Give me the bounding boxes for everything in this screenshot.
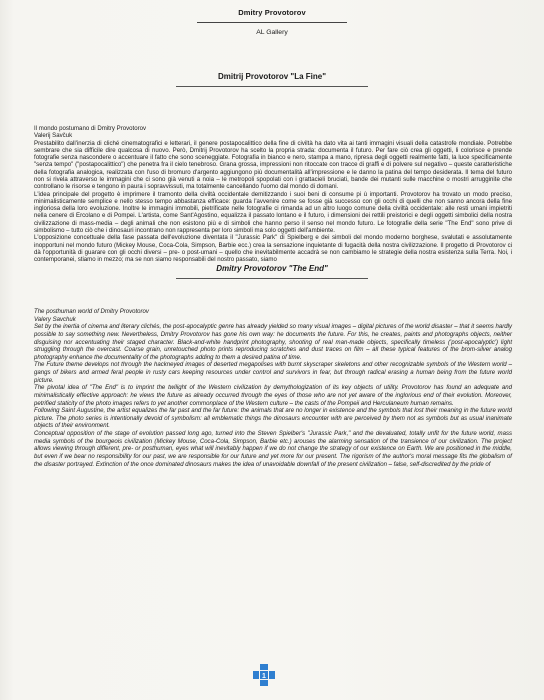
english-paragraph: Set by the inertia of cinema and literary clichés, the post-apocalyptic genre has already yielded so many visual images – digital pictures of the world disaster – that it seems hardly possible to say something new. Nevertheless, Dmitry Provotorov has gone his own way: he documents the future. For this, he creates, paints and photographs objects, neither disguising nor accentuating their staged character. Black-and-white handprint photography, shooting of real man-made objects, specifically timeless ('post-apocalyptic') light struggling through the overcast. Coarse grain, unretouched photo prints reproducing scratches and dust traces on film – all these typical features of the brom-silver analog photography enhance the documentality of the photographs adding to them a desired patina of time. xyxy=(34,324,512,361)
english-paragraph: The Future theme develops not through the hackneyed images of deserted megapolises with burnt skyscraper skeletons and other recognizable symbols of the Western world – gangs of bikers and armed feral people in rusty cars keeping resources under control and survivors in fear, but through radical erasing a human being from the future world picture. xyxy=(34,362,512,384)
english-byline: Valery Savchuk xyxy=(34,316,76,323)
page-number: 1 xyxy=(262,673,266,680)
author-name: Dmitry Provotorov xyxy=(238,8,306,17)
gallery-name: AL Gallery xyxy=(256,29,288,36)
italian-subtitle: Il mondo postumano di Dmitry Provotorov xyxy=(34,125,147,132)
english-paragraph: Following Saint Augustine, the artist equalizes the far past and the far future: the animals that are no longer in existence and the symbols that lost their meaning in the future world picture. The photo series is intentionally devoid of symbolism: all emblematic things the dinosaurs encounter with are perceived by them not as symbols but as usual inanimate objects of their environment. xyxy=(34,408,512,430)
english-subtitle: The posthuman world of Dmitry Provotorov xyxy=(34,309,149,315)
gallery-cross-logo-icon xyxy=(253,664,275,686)
italian-title: Dmitrij Provotorov "La Fine" xyxy=(217,72,327,81)
english-paragraph: Conceptual opposition of the stage of evolution passed long ago, turned into the Steven Spielber's "Jurassic Park," and the devaluated, totally unfit for the future world, mass media symbols of the bourgeois civilization (Mickey Mouse, Coca-Cola, Simpson, Barbie etc.) arouses the alarming sensation of the transience of our civilization. The project allows viewing through different, pre- or posthuman, eyes what will inevitably happen if we do not change the strategy of our existence on Earth. We are positioned in the middle, but even if we bear no responsibility for our past, we are responsible for our future and yet more for our present. The rigorism of the author's moral message fits the globalism of the disaster portrayed. Extinction of the once dominated dinosaurs makes the idea of unavoidable downfall of the present civilization – false, self-discredited by the pride of xyxy=(34,431,512,468)
header-divider xyxy=(197,22,347,23)
page-header xyxy=(0,8,544,36)
italian-title-divider xyxy=(176,86,368,87)
italian-section xyxy=(34,125,512,263)
english-title: Dmitry Provotorov "The End" xyxy=(216,264,328,273)
italian-paragraph: L'idea principale del progetto è imprimere il tramonto della civiltà occidentale demitizzando i suoi beni di consume pi ù importanti. Provotorov ha trovato un modo preciso, minimalisticamente semplice e nello stesso tempo abbastanza efficace: guarda l'avvenire come se fosse già successo con gli occhi di quelli che non sanno ancora della fine ingloriosa della loro evoluzione. Inoltre le immagini immobili, pietrificate nelle fotografie ci rimanda ad un altro luogo comune della civiltà occidentale: alle resti umani impietriti nella cenere di Ercolano e di Pompei. L'artista, come Sant'Agostino, equalizza il passato lontano e il futuro, i dimensioni dei rettili preistorici e degli oggetti simbolici della nostra civilizzazione di mass-media – degli animali che non esistono più e di simboli che hanno perso il senso nel mondo futuro. Le fotografie della serie "The End" sono prive di simbolismo – tutto ciò che i dinosauri incontrano non rappresenta per loro simboli ma solo oggetti dell'ambiente. xyxy=(34,190,512,234)
italian-byline: Valerij Savčuk xyxy=(34,132,73,140)
english-section xyxy=(34,309,512,469)
english-title-divider xyxy=(176,278,368,279)
italian-paragraph: L'opposizione concettuale della fase passata dell'evoluzione diventata il "Jurassic Park" di Spielberg e dei simboli del mondo moderno borghese, svalutati e assolutamente inopportuni nel mondo futuro (Mickey Mouse, Coca-Cola, Simpson, Barbie ecc.) crea la sensazione inquietante di fugacità della nostra civilizzazione. Il progetto di Provotorov ci dà l'opportunità di guarare con gli occhi diversi – pre- o post-umani – quello che inevitabilmente accadrà se non cambiamo le strategie della nostra esistenza sulla Terra. Noi, i contemporanei, stiamo in mezzo; ma se non siamo responsabili del nostro passato, siamo xyxy=(34,234,512,264)
italian-paragraph: Prestabilito dall'inerzia di cliché cinematografici e letterari, il genere postapocalittico della fine di civiltà ha dato vita ai tanti immagini visuali della catastrofe mondiale. Potrebbe sembrare che sia difficile dire qualcosa di nuovo. Però, Dmitrij Provotorov ha scelto la propria strada: documenta il futuro. Per fare ciò crea gli oggetti, li colorisce e prende fotografie senza nascondere o accentuare il fatto che sono sceneggiate. Fotografia in bianco e nero, stampa a mano, ripresa degli oggetti realmente fatti, la luce specificamente "senza tempo" ("postapocalittico") che penetra fra il cielo tenebroso. Grana grossa, impressioni non ritoccate con tracce di graffi e di polvere sul negativo – queste caratteristiche della fotografia analogica, realizzata con l'uso di bromuro d'argento aggiungono più documentalità all'impressione e le danno la patina del tempo desiderata. Il tema del futuro non si rivela attraverso le immagini che ci sono già venuti a noia – le metropoli spopolati con i grattacieli bruciati, bande dei mutanti sulle macchine o mostri arrugginite che controllano le risorse e tengono in paura i sopravvissuti, ma totalmente cancellando l'uomo dal mondo di domani. xyxy=(34,139,512,191)
english-paragraph: The pivotal idea of "The End" is to imprint the twilight of the Western civilization by demythologization of its key objects of utility. Provotorov has found an adequate and minimalistically effective approach: he views the future as already occurred through the eyes of those who are not yet aware of the inglorious end of their evolution. Moreover, petrified staticity of the photo images refers to yet another commonplace of the Western culture – the casts of the Pompeii and Herculaneum human remains. xyxy=(34,385,512,407)
